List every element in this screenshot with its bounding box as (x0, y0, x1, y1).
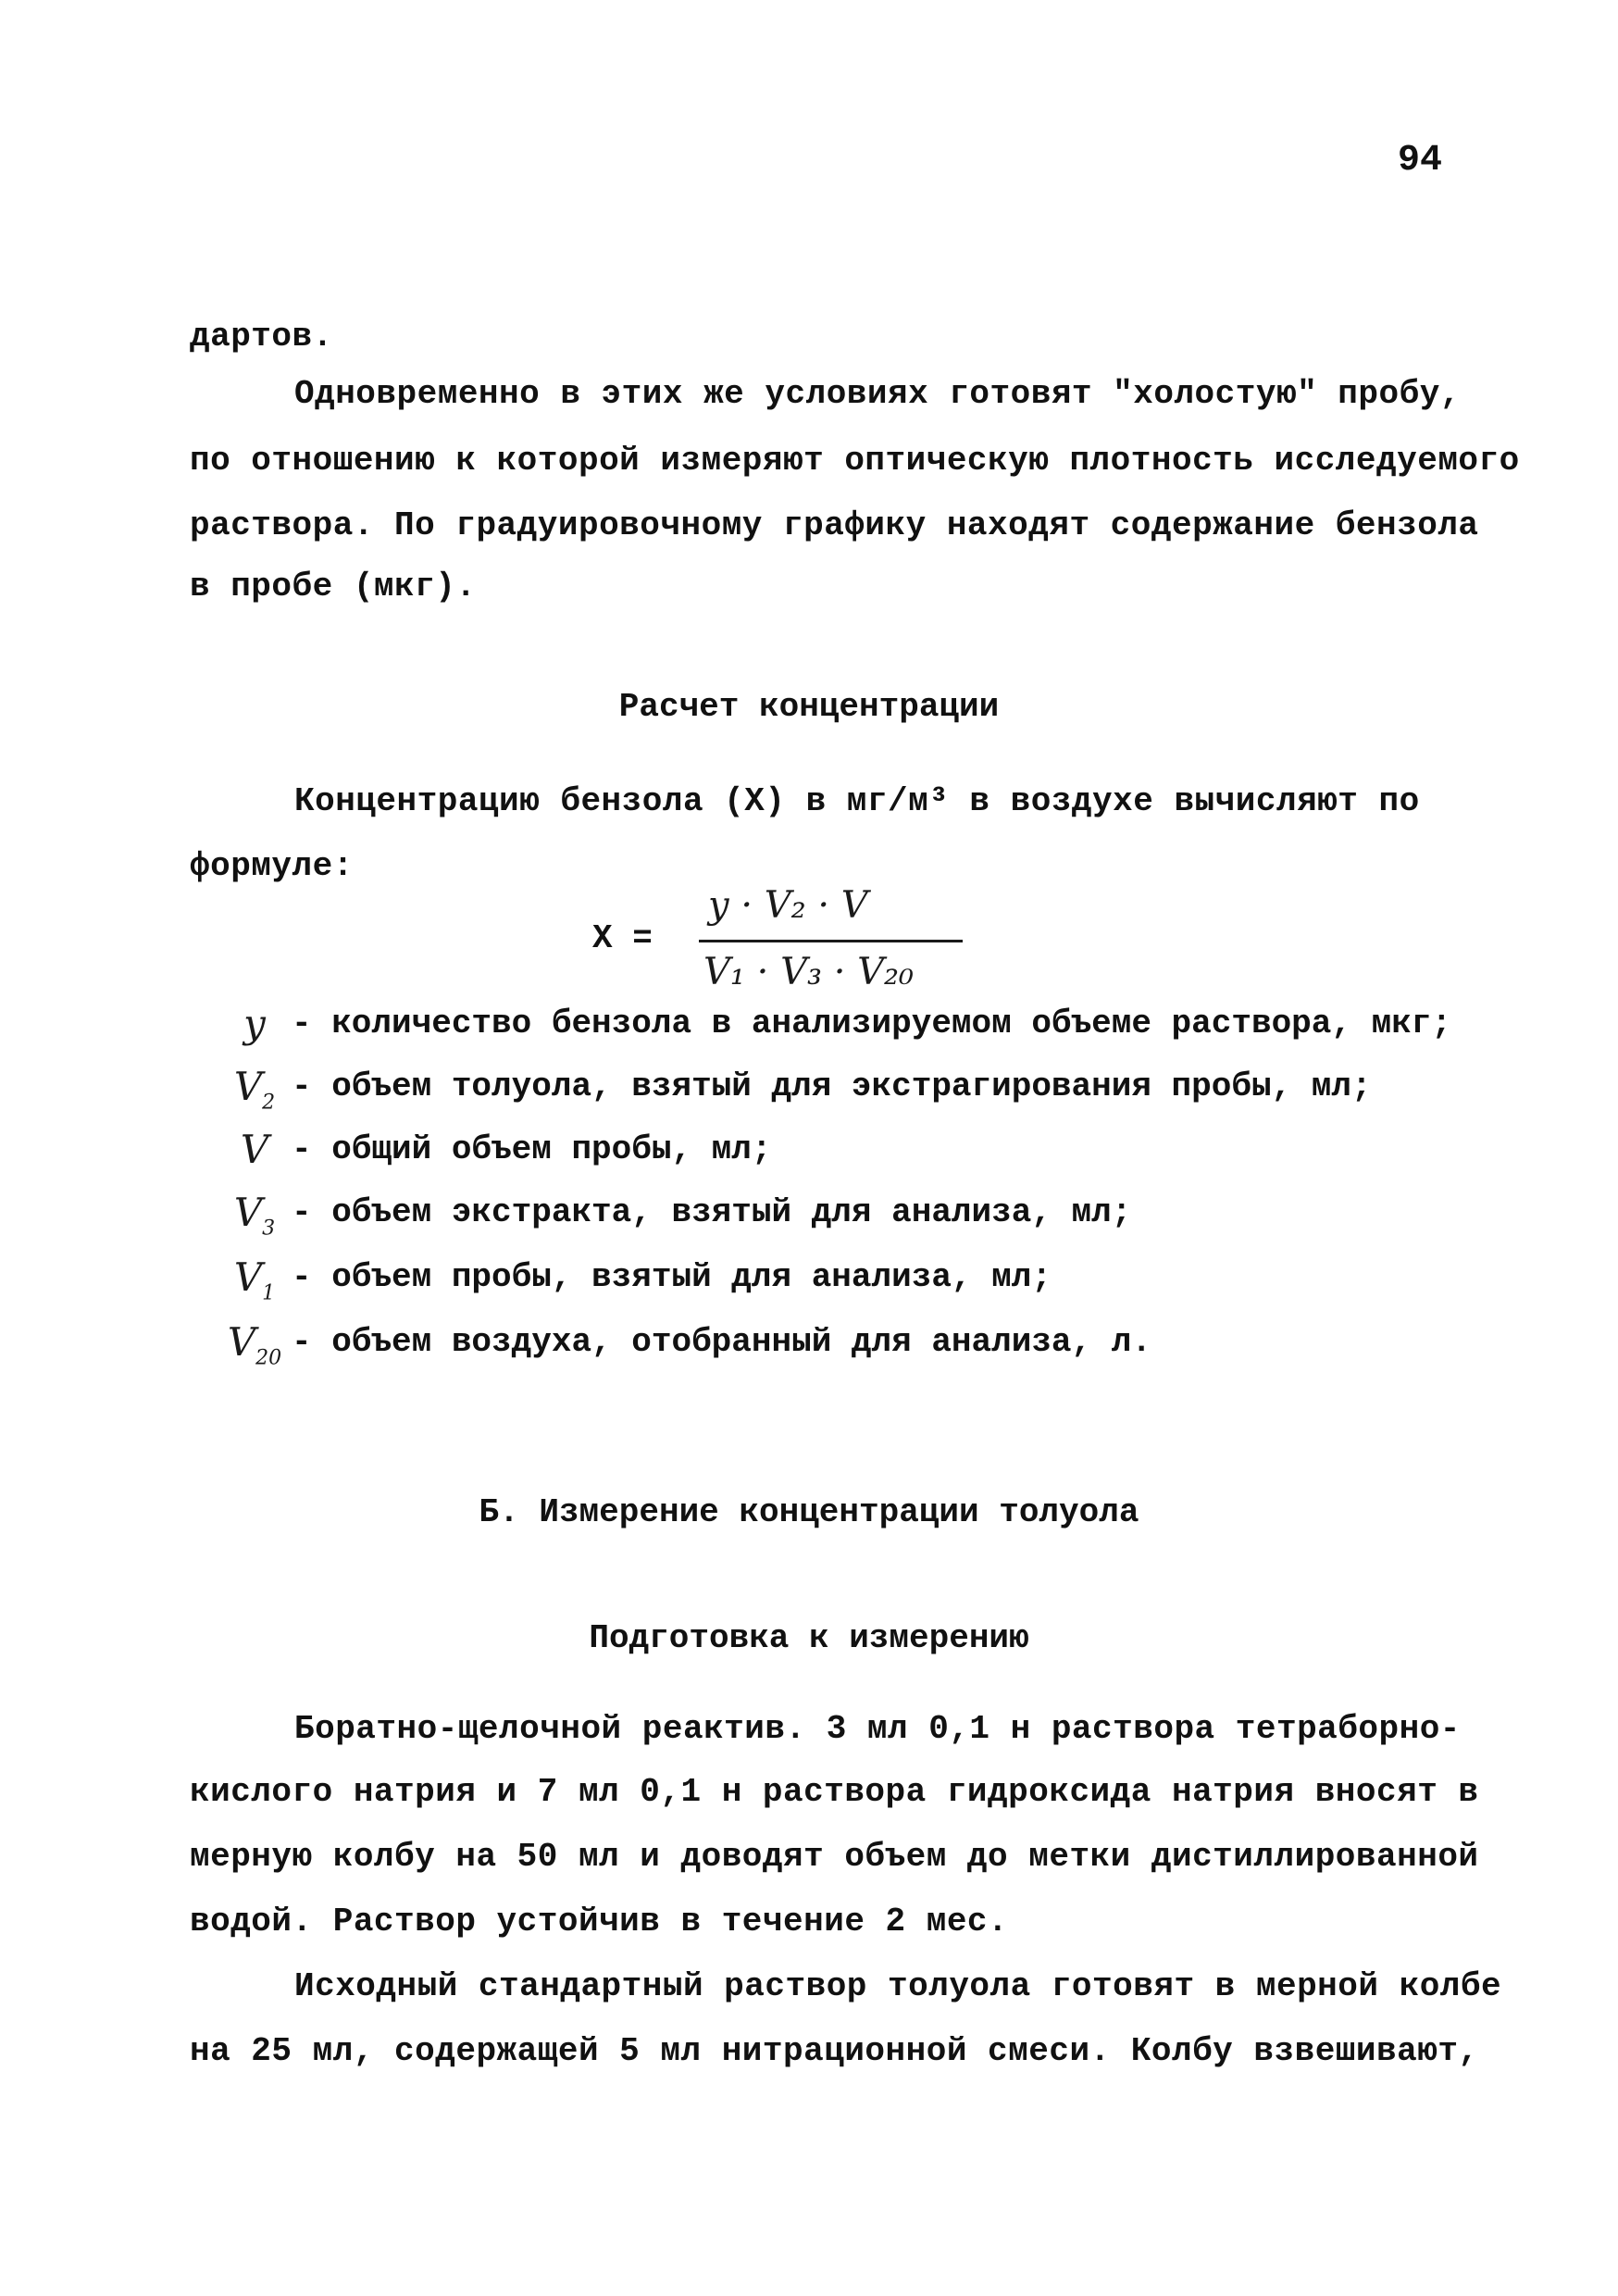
text-line: мерную колбу на 50 мл и доводят объем до метки дистиллированной (190, 1838, 1479, 1876)
legend-symbol: $V_1$ (233, 1254, 276, 1305)
legend-description: - количество бензола в анализируемом объеме раствора, мкг; (292, 1004, 1452, 1042)
text-line: в пробе (мкг). (190, 568, 477, 605)
legend-description: - объем экстракта, взятый для анализа, мл; (292, 1193, 1132, 1231)
section-heading-calculation: Расчет концентрации (618, 688, 1000, 726)
legend-symbol: $V_{20}$ (227, 1319, 282, 1370)
fraction-bar (699, 940, 963, 942)
formula-lhs: X = (592, 919, 653, 957)
legend-description: - объем толуола, взятый для экстрагирования пробы, мл; (292, 1067, 1372, 1105)
text-line: формуле: (190, 847, 354, 885)
concentration-formula (592, 884, 981, 1014)
formula-denominator: V₁ · V₃ · V₂₀ (703, 951, 915, 993)
text-line: дартов. (190, 318, 333, 356)
legend-description: - объем пробы, взятый для анализа, мл; (292, 1258, 1052, 1296)
legend-symbol: V (240, 1127, 269, 1172)
text-line: на 25 мл, содержащей 5 мл нитрационной смеси. Колбу взвешивают, (190, 2032, 1479, 2070)
legend-symbol: y (243, 1001, 266, 1046)
legend-symbol: $V_2$ (233, 1064, 276, 1115)
text-line: по отношению к которой измеряют оптическую плотность исследуемого (190, 442, 1520, 480)
page-number: 94 (1397, 140, 1442, 181)
legend-symbol: $V_3$ (233, 1190, 276, 1241)
section-heading-preparation: Подготовка к измерению (589, 1619, 1029, 1657)
section-heading-toluene: Б. Измерение концентрации толуола (479, 1493, 1139, 1531)
text-line: водой. Раствор устойчив в течение 2 мес. (190, 1903, 1009, 1940)
legend-description: - общий объем пробы, мл; (292, 1130, 772, 1168)
text-line: раствора. По градуировочному графику находят содержание бензола (190, 506, 1479, 544)
formula-numerator: y · V₂ · V (708, 884, 868, 927)
text-line: кислого натрия и 7 мл 0,1 н раствора гидроксида натрия вносят в (190, 1773, 1479, 1811)
text-line: Исходный стандартный раствор толуола готовят в мерной колбе (294, 1967, 1502, 2005)
text-line: Одновременно в этих же условиях готовят "холостую" пробу, (294, 375, 1461, 413)
text-line: Боратно-щелочной реактив. 3 мл 0,1 н раствора тетраборно- (294, 1710, 1461, 1748)
text-line: Концентрацию бензола (X) в мг/м³ в воздухе вычисляют по (294, 782, 1420, 820)
legend-description: - объем воздуха, отобранный для анализа, л. (292, 1323, 1151, 1361)
